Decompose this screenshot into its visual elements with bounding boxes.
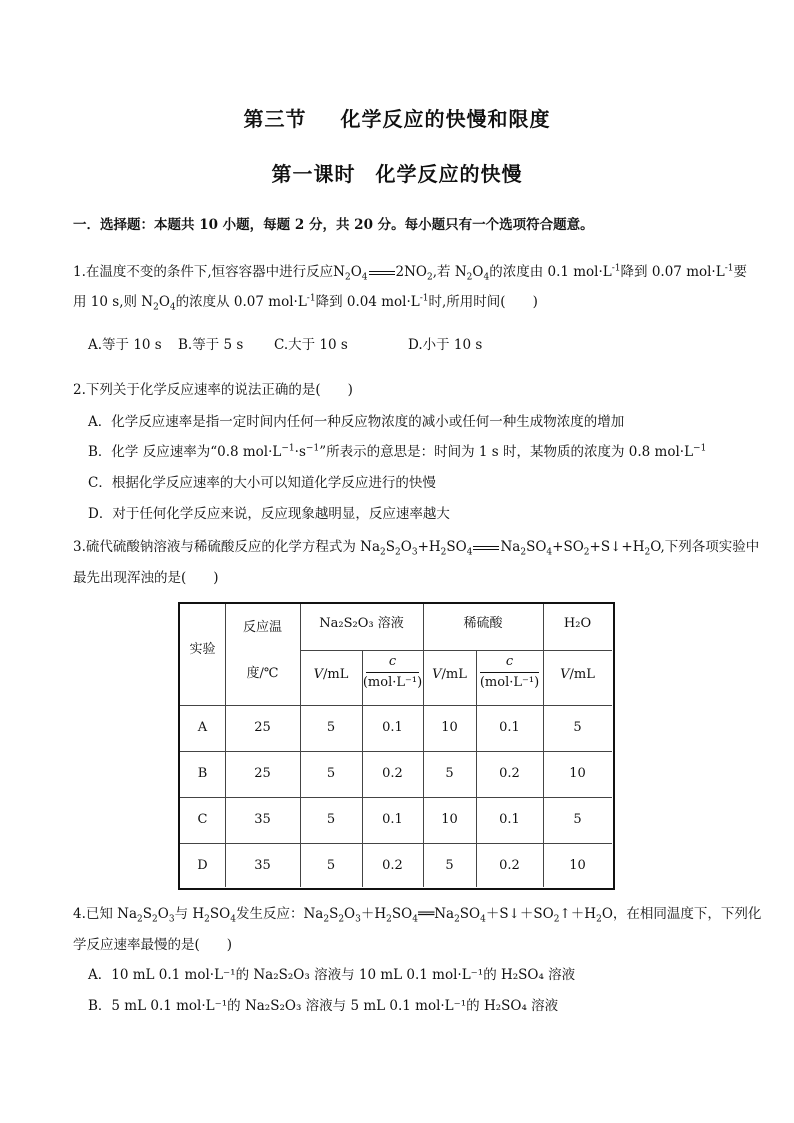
row-a-c2: 0.1: [499, 720, 520, 735]
header-temp-line1: 反应温: [242, 620, 282, 635]
q1-option-d[interactable]: D.小于 10 s: [408, 337, 483, 353]
row-b-v3: 10: [569, 766, 586, 781]
row-c-v1: 5: [326, 812, 336, 827]
row-b-c1: 0.2: [382, 766, 403, 781]
row-a-c1: 0.1: [382, 720, 403, 735]
q1-option-a[interactable]: A.等于 10 s: [88, 337, 162, 353]
row-c-c1: 0.1: [382, 812, 403, 827]
q4-line2: 学反应速率最慢的是( ): [73, 937, 233, 953]
header-conc-1: c (mol·L⁻¹): [362, 654, 423, 690]
header-volume-2: V/mL: [432, 667, 467, 682]
row-d-v3: 10: [569, 858, 586, 873]
q2-option-d[interactable]: D．对于任何化学反应来说，反应现象越明显，反应速率越大: [88, 506, 450, 522]
q2-option-a[interactable]: A．化学反应速率是指一定时间内任何一种反应物浓度的减小或任何一种生成物浓度的增加: [88, 414, 625, 430]
row-b-c2: 0.2: [499, 766, 520, 781]
row-c-c2: 0.1: [499, 812, 520, 827]
row-b-temp: 25: [254, 766, 271, 781]
header-dilute-acid: 稀硫酸: [463, 616, 503, 631]
page-title: [0, 103, 794, 132]
row-a-v2: 10: [441, 720, 458, 735]
header-volume-3: V/mL: [560, 667, 595, 682]
row-b-v1: 5: [326, 766, 336, 781]
section-heading: 一．选择题：本题共 10 小题，每题 2 分，共 20 分。每小题只有一个选项符合题意。: [73, 217, 594, 233]
q1-option-c[interactable]: C.大于 10 s: [274, 337, 348, 353]
q2-option-b[interactable]: B．化学 反应速率为“0.8 $mol\cdot L^{-1}\cdot s^{-1}$”所表示的意思是：时间为 1 s 时，某物质的浓度为 0.8 $mol\cdot L^{-1}$: [88, 443, 707, 460]
row-a-v3: 5: [573, 720, 582, 735]
row-d-v1: 5: [326, 858, 336, 873]
q1-line1: 1.在温度不变的条件下,恒容容器中进行反应$N_2O_4$ $2NO_2$,若 $N_2O_4$的浓度由 0.1 $mol\cdot L^{-1}$降到 0.07 $mol\cdot L^{-1}$要: [73, 263, 747, 283]
q3-line1: 3.硫代硫酸钠溶液与稀硫酸反应的化学方程式为 $Na_2S_2O_3+H_2SO_4$ $Na_2SO_4+SO_2+S↓+H_2O$,下列各项实验中: [73, 539, 760, 558]
row-c-v2: 10: [441, 812, 458, 827]
q3-line2: 最先出现浑浊的是( ): [73, 570, 219, 586]
row-a-v1: 5: [326, 720, 336, 735]
row-d-v2: 5: [445, 858, 454, 873]
row-b-v2: 5: [445, 766, 454, 781]
header-conc-2: c (mol·L⁻¹): [479, 654, 540, 690]
row-d-c1: 0.2: [382, 858, 403, 873]
q4-option-b[interactable]: B．5 mL 0.1 mol·L⁻¹的 Na₂S₂O₃ 溶液与 5 mL 0.1 mol·L⁻¹的 H₂SO₄ 溶液: [88, 998, 559, 1014]
q2-stem: 2.下列关于化学反应速率的说法正确的是( ): [73, 382, 353, 398]
row-c-temp: 35: [254, 812, 271, 827]
row-c-v3: 5: [573, 812, 582, 827]
experiment-table: [178, 602, 615, 890]
q1-option-b[interactable]: B.等于 5 s: [178, 337, 244, 353]
header-volume-1: V/mL: [313, 667, 349, 682]
q4-line1: 4.已知 $Na_2S_2O_3$与 $H_2SO_4$发生反应：$Na_2S_2O_3+H_2SO_4══Na_2SO_4+S↓+SO_2↑+H_2O$，在相同温度下，下列化: [73, 906, 762, 925]
q1-line2: 用 10 s,则 $N_2O_4$的浓度从 0.07 $mol\cdot L^{-1}$降到 0.04 $mol\cdot L^{-1}$时,所用时间( ): [73, 293, 538, 313]
title-topic: 化学反应的快慢和限度: [340, 107, 551, 131]
header-na2s2o3: Na₂S₂O₃ 溶液: [319, 616, 404, 631]
subtitle-topic: 化学反应的快慢: [375, 162, 523, 186]
row-d-exp: D: [197, 858, 208, 873]
row-b-exp: B: [197, 766, 208, 781]
row-d-c2: 0.2: [499, 858, 520, 873]
header-temp-line2: 度/℃: [246, 666, 279, 681]
row-d-temp: 35: [254, 858, 271, 873]
row-c-exp: C: [197, 812, 208, 827]
row-a-exp: A: [197, 720, 208, 735]
q4-option-a[interactable]: A．10 mL 0.1 mol·L⁻¹的 Na₂S₂O₃ 溶液与 10 mL 0.1 mol·L⁻¹的 H₂SO₄ 溶液: [88, 967, 576, 983]
page-subtitle: [0, 158, 794, 187]
q2-option-c[interactable]: C．根据化学反应速率的大小可以知道化学反应进行的快慢: [88, 475, 436, 491]
title-section: 第三节: [243, 107, 307, 131]
row-a-temp: 25: [254, 720, 271, 735]
header-experiment: 实验: [189, 642, 216, 657]
subtitle-lesson: 第一课时: [271, 162, 356, 186]
header-water: H₂O: [563, 616, 592, 631]
